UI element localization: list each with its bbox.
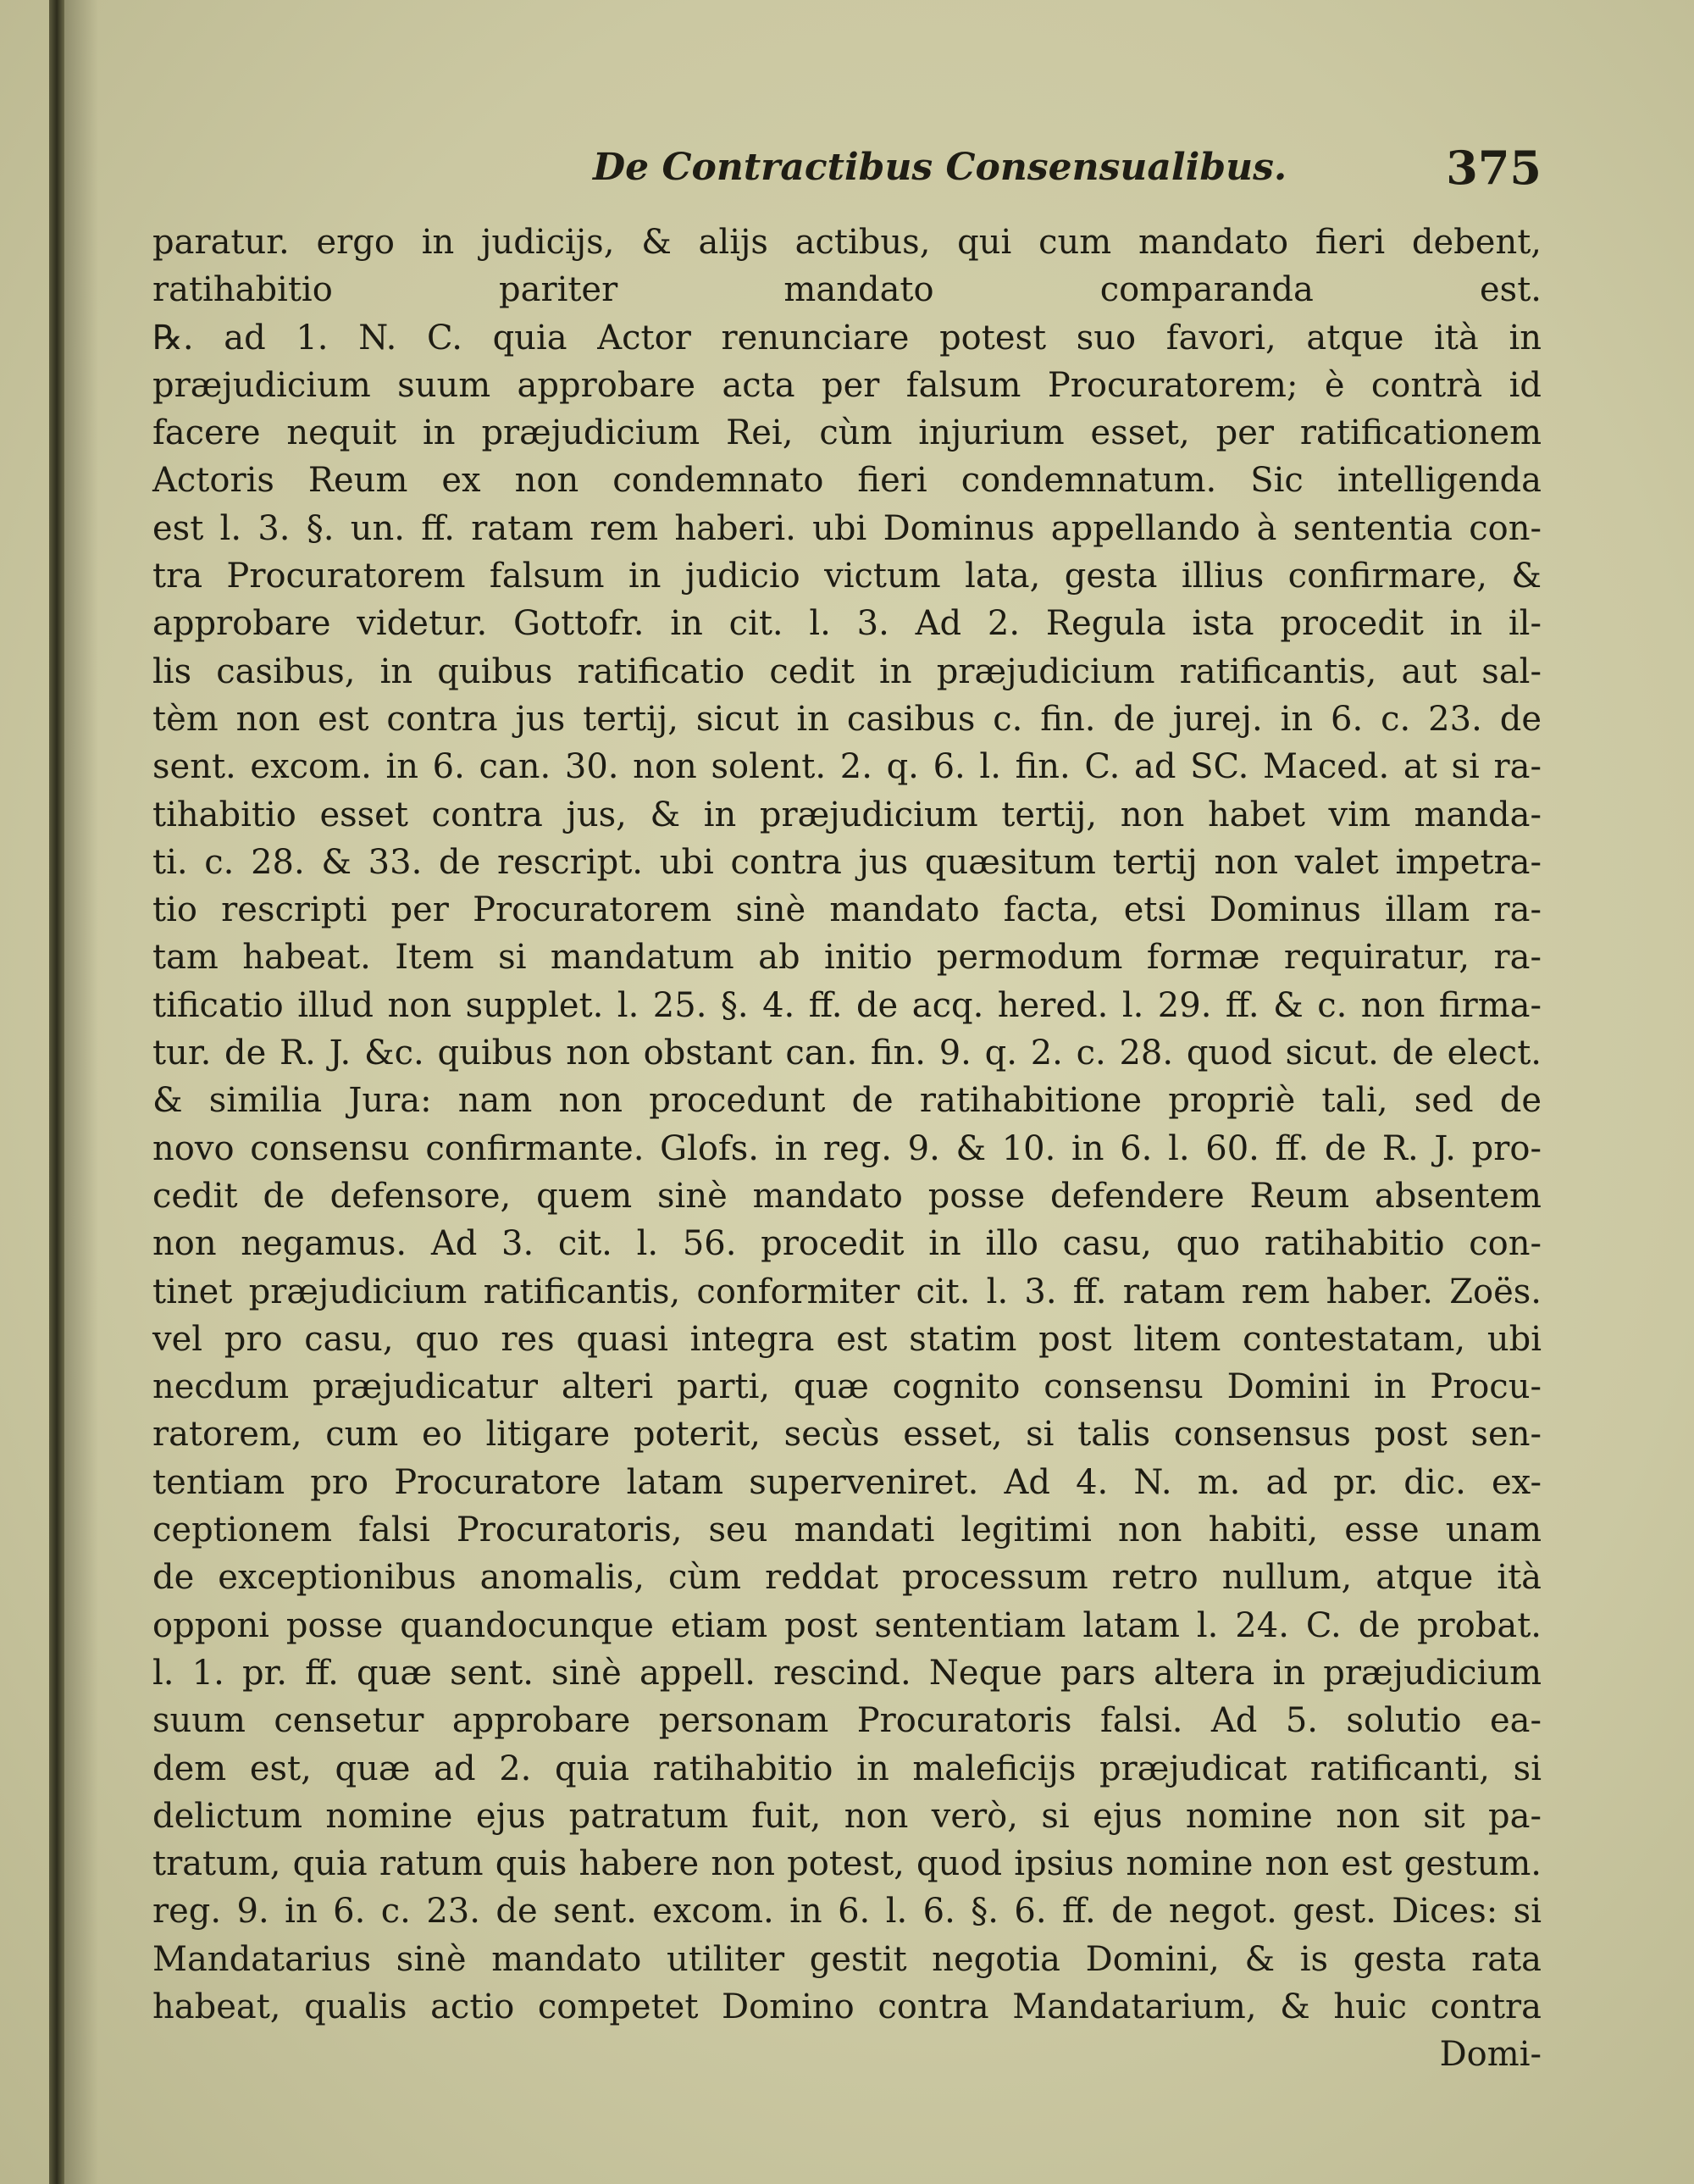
text-line: Domi- <box>1439 2035 1542 2075</box>
text-line: ratorem, cum eo litigare poterit, secùs esset, si talis consensus post sen- <box>152 1415 1542 1455</box>
text-line: tinet præjudicium ratificantis, conformiter cit. l. 3. ff. ratam rem haber. Zoës. <box>152 1272 1542 1311</box>
running-title: De Contractibus Consensualibus. <box>593 146 1287 189</box>
text-line: opponi posse quandocunque etiam post sententiam latam l. 24. C. de probat. <box>152 1605 1542 1645</box>
text-line: delictum nomine ejus patratum fuit, non verò, si ejus nomine non sit pa- <box>152 1796 1542 1836</box>
text-line: cedit de defensore, quem sinè mandato posse defendere Reum absentem <box>152 1176 1542 1216</box>
text-line: reg. 9. in 6. c. 23. de sent. excom. in 6. l. 6. §. 6. ff. de negot. gest. Dices: si <box>152 1892 1542 1932</box>
page-number: 375 <box>1446 141 1542 195</box>
text-line: est l. 3. §. un. ff. ratam rem haberi. ubi Dominus appellando à sententia con- <box>152 508 1542 548</box>
binding-shadow <box>64 0 98 2184</box>
text-line: tio rescripti per Procuratorem sinè mandato facta, etsi Dominus illam ra- <box>152 890 1542 930</box>
text-line: tratum, quia ratum quis habere non potest, quod ipsius nomine non est gestum. <box>152 1844 1542 1884</box>
text-line: tam habeat. Item si mandatum ab initio permodum formæ requiratur, ra- <box>152 938 1542 978</box>
text-line: novo consensu confirmante. Glofs. in reg. 9. & 10. in 6. l. 60. ff. de R. J. pro- <box>152 1128 1542 1168</box>
text-line: lis casibus, in quibus ratificatio cedit in præjudicium ratificantis, aut sal- <box>152 651 1542 691</box>
text-line: dem est, quæ ad 2. quia ratihabitio in maleficijs præjudicat ratificanti, si <box>152 1749 1542 1788</box>
text-line: necdum præjudicatur alteri parti, quæ cognito consensu Domini in Procu- <box>152 1367 1542 1407</box>
text-line: habeat, qualis actio competet Domino contra Mandatarium, & huic contra <box>152 1987 1542 2026</box>
book-binding <box>49 0 64 2184</box>
text-line: tèm non est contra jus tertij, sicut in casibus c. fin. de jurej. in 6. c. 23. de <box>152 699 1542 739</box>
text-line: tificatio illud non supplet. l. 25. §. 4. ff. de acq. hered. l. 29. ff. & c. non firma- <box>152 985 1542 1025</box>
text-line: tra Procuratorem falsum in judicio victum lata, gesta illius confirmare, & <box>152 557 1542 596</box>
text-line: tihabitio esset contra jus, & in præjudicium tertij, non habet vim manda- <box>152 795 1542 834</box>
text-line: approbare videtur. Gottofr. in cit. l. 3. Ad 2. Regula ista procedit in il- <box>152 604 1542 644</box>
text-line: paratur. ergo in judicijs, & alijs actibus, qui cum mandato fieri debent, <box>152 223 1542 262</box>
text-line: l. 1. pr. ff. quæ sent. sinè appell. rescind. Neque pars altera in præjudicium <box>152 1653 1542 1693</box>
text-line: præjudicium suum approbare acta per falsum Procuratorem; è contrà id <box>152 365 1542 405</box>
text-line: de exceptionibus anomalis, cùm reddat processum retro nullum, atque ità <box>152 1558 1542 1598</box>
body-text <box>152 219 1542 2079</box>
page-header <box>152 141 1542 205</box>
text-line: sent. excom. in 6. can. 30. non solent. 2. q. 6. l. fin. C. ad SC. Maced. at si ra- <box>152 747 1542 787</box>
text-line: tur. de R. J. &c. quibus non obstant can. fin. 9. q. 2. c. 28. quod sicut. de elect. <box>152 1034 1542 1073</box>
text-line: Actoris Reum ex non condemnato fieri condemnatum. Sic intelligenda <box>152 461 1542 501</box>
text-line: facere nequit in præjudicium Rei, cùm injurium esset, per ratificationem <box>152 413 1542 453</box>
text-line: non negamus. Ad 3. cit. l. 56. procedit in illo casu, quo ratihabitio con- <box>152 1224 1542 1264</box>
text-line: ratihabitio pariter mandato comparanda est. <box>152 270 1542 310</box>
text-line: ti. c. 28. & 33. de rescript. ubi contra jus quæsitum tertij non valet impetra- <box>152 842 1542 882</box>
text-line: suum censetur approbare personam Procuratoris falsi. Ad 5. solutio ea- <box>152 1701 1542 1741</box>
text-line: ℞. ad 1. N. C. quia Actor renunciare potest suo favori, atque ità in <box>152 318 1542 358</box>
text-line: & similia Jura: nam non procedunt de ratihabitione propriè tali, sed de <box>152 1081 1542 1121</box>
text-line: tentiam pro Procuratore latam superveniret. Ad 4. N. m. ad pr. dic. ex- <box>152 1462 1542 1502</box>
text-line: ceptionem falsi Procuratoris, seu mandati legitimi non habiti, esse unam <box>152 1511 1542 1550</box>
text-line: vel pro casu, quo res quasi integra est statim post litem contestatam, ubi <box>152 1319 1542 1359</box>
text-line: Mandatarius sinè mandato utiliter gestit negotia Domini, & is gesta rata <box>152 1939 1542 1979</box>
